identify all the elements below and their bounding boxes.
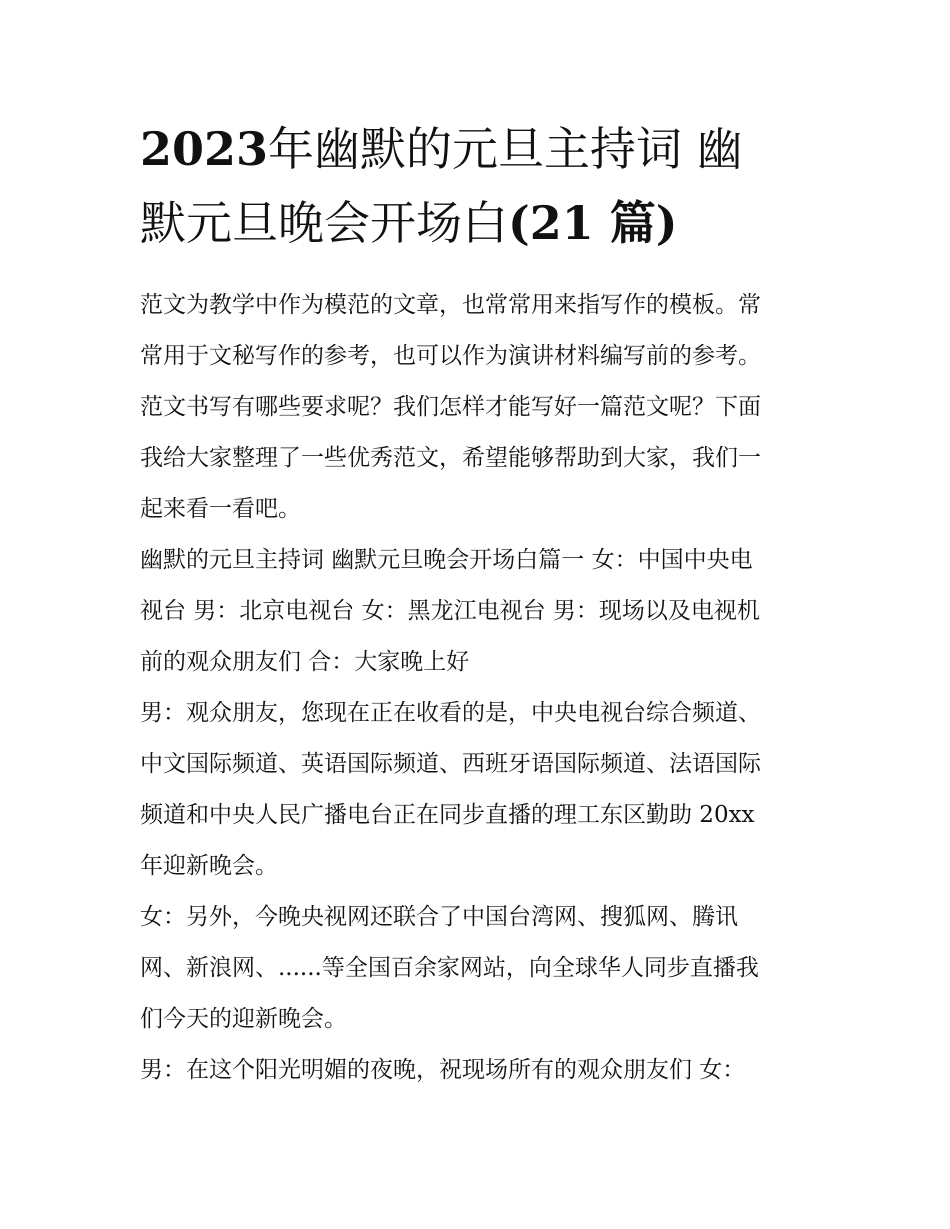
text-line: 我给大家整理了一些优秀范文，希望能够帮助到大家，我们一 xyxy=(140,445,761,471)
title-count: (21 篇) xyxy=(508,196,678,250)
text-line: 女：另外，今晚央视网还联合了中国台湾网、搜狐网、腾讯 xyxy=(140,904,738,930)
text-line: 网、新浪网、......等全国百余家网站，向全球华人同步直播我 xyxy=(140,955,759,981)
text-line: 频道和中央人民广播电台正在同步直播的理工东区勤助 20xx xyxy=(140,802,755,828)
paragraph-intro xyxy=(140,280,820,535)
text-line: 男：观众朋友，您现在正在收看的是，中央电视台综合频道、 xyxy=(140,700,761,726)
text-line: 前的观众朋友们 合：大家晚上好 xyxy=(140,649,470,675)
paragraph-male-1 xyxy=(140,688,820,892)
text-line: 视台 男：北京电视台 女：黑龙江电视台 男：现场以及电视机 xyxy=(140,598,760,624)
title-line-2 xyxy=(140,186,820,260)
title-line-2-text: 默元旦晚会开场白 xyxy=(140,196,508,250)
text-line: 幽默的元旦主持词 幽默元旦晚会开场白篇一 女：中国中央电 xyxy=(140,547,753,573)
title-line-1-text: 年幽默的元旦主持词 幽 xyxy=(268,122,743,176)
paragraph-male-2 xyxy=(140,1045,820,1096)
text-line: 们今天的迎新晚会。 xyxy=(140,1006,347,1032)
title-year: 2023 xyxy=(140,122,269,176)
text-line: 年迎新晚会。 xyxy=(140,853,278,879)
text-line: 中文国际频道、英语国际频道、西班牙语国际频道、法语国际 xyxy=(140,751,761,777)
paragraph-female-1 xyxy=(140,892,820,1045)
document-body xyxy=(140,280,820,1096)
paragraph-opening xyxy=(140,535,820,688)
text-line: 范文为教学中作为模范的文章，也常常用来指写作的模板。常 xyxy=(140,292,761,318)
title-line-1 xyxy=(140,112,820,186)
text-line: 男：在这个阳光明媚的夜晚，祝现场所有的观众朋友们 女： xyxy=(140,1057,746,1083)
text-line: 范文书写有哪些要求呢？我们怎样才能写好一篇范文呢？下面 xyxy=(140,394,761,420)
text-line: 常用于文秘写作的参考，也可以作为演讲材料编写前的参考。 xyxy=(140,343,761,369)
document-title xyxy=(140,112,820,260)
text-line: 起来看一看吧。 xyxy=(140,496,301,522)
